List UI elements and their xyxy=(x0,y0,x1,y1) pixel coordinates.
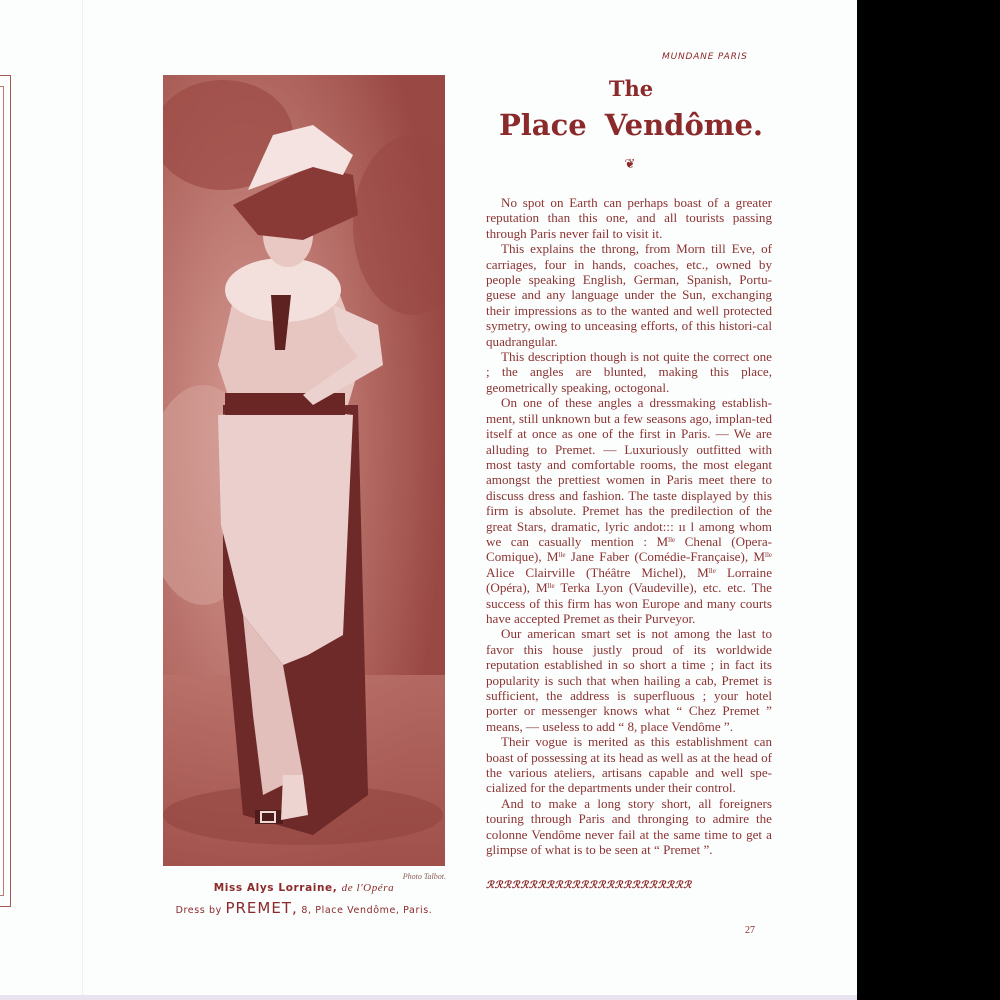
mention-text: Lorraine (Opéra), M xyxy=(486,564,773,596)
caption-role: de l'Opéra xyxy=(341,882,395,894)
caption-name: Miss Alys Lorraine, xyxy=(213,882,338,894)
mention-text: Jane Faber (Comédie-Française), M xyxy=(570,549,766,565)
article-body xyxy=(486,195,772,857)
page-title: Place Vendôme. xyxy=(498,108,764,142)
title-line-1: The xyxy=(608,76,654,101)
photo-caption-name xyxy=(163,882,445,894)
page-gutter xyxy=(82,0,83,1000)
paragraph-text: On one of these angles a dressmaking establish-ment, still unknown but a few seasons ago, implan-ted itself at once as one of the first in Paris. — We are alluding to Premet. — Luxuriously outfitted with most tasty and comfortable rooms, the most elegant amongst the prettiest women in Paris meet there to discuss dress and fashion. The taste displayed by this firm is absolute. Premet has the predilection of the great Stars, dramatic, lyric andot::: ıı l among whom we can casually mention : M xyxy=(486,395,772,549)
paragraph-premet xyxy=(486,395,772,626)
superscript: lle xyxy=(765,551,773,560)
paragraph: Our american smart set is not among the last to favor this house justly proud of its worldwide reputation established in so short a time ; in fact its popularity is such that when hailing a cab, Premet is sufficient, the address is superfluous ; your hotel porter or messenger knows what “ Chez Premet ” means, — useless to add “ 8, place Vendôme ”. xyxy=(486,626,772,734)
superscript: lle xyxy=(668,535,676,544)
ornamental-border: ℛℛℛℛℛℛℛℛℛℛℛℛℛℛℛℛℛℛℛℛℛℛℛℛ xyxy=(486,880,692,891)
paragraph: This explains the throng, from Morn till Eve, of carriages, four in hands, coaches, etc., owned by people speaking English, German, Spanish, Portu-guese and any language under the Sun, exchanging their impressions as to the wanted and well protected symetry, owing to unceasing efforts, of this histori-cal quadrangular. xyxy=(486,241,772,349)
mention-text: Chenal (Opera-Comique), M xyxy=(486,533,772,565)
mention-text: Terka Lyon (Vaudeville), etc. etc. The success of this firm has won Europe and many courts have accepted Premet as their Purveyor. xyxy=(486,580,772,626)
caption-dress-prefix: Dress by xyxy=(175,905,222,916)
running-head: MUNDANE PARIS xyxy=(662,52,748,62)
superscript: lle xyxy=(547,582,555,591)
facing-page-inner-frame xyxy=(0,86,4,896)
fleuron-icon: ❦ xyxy=(624,156,636,171)
page-number: 27 xyxy=(745,925,755,936)
paragraph: Their vogue is merited as this establishment can boast of possessing at its head as well as at the head of the various ateliers, artisans capable and well spe-cialized for the departments under their control. xyxy=(486,734,772,796)
portrait-photo xyxy=(163,75,445,866)
superscript: lle xyxy=(558,551,566,560)
paragraph: No spot on Earth can perhaps boast of a greater reputation than this one, and all tourists passing through Paris never fail to visit it. xyxy=(486,195,772,241)
page-edge xyxy=(0,995,857,1000)
photo-credit: Photo Talbot. xyxy=(402,872,446,881)
mention-text: Alice Clairville (Théâtre Michel), M xyxy=(486,564,709,580)
superscript: lle xyxy=(708,566,716,575)
caption-brand: PREMET, xyxy=(225,899,298,917)
portrait-illustration xyxy=(163,75,445,866)
paragraph: This description though is not quite the correct one ; the angles are blunted, making this place, geometrically speaking, octogonal. xyxy=(486,349,772,395)
caption-address: 8, Place Vendôme, Paris. xyxy=(301,905,433,916)
paragraph: And to make a long story short, all foreigners touring through Paris and thronging to admire the colonne Vendôme never fail at the same time to get a glimpse of what is to be seen at “ Premet ”. xyxy=(486,795,772,858)
photo-caption-dress xyxy=(163,899,445,917)
